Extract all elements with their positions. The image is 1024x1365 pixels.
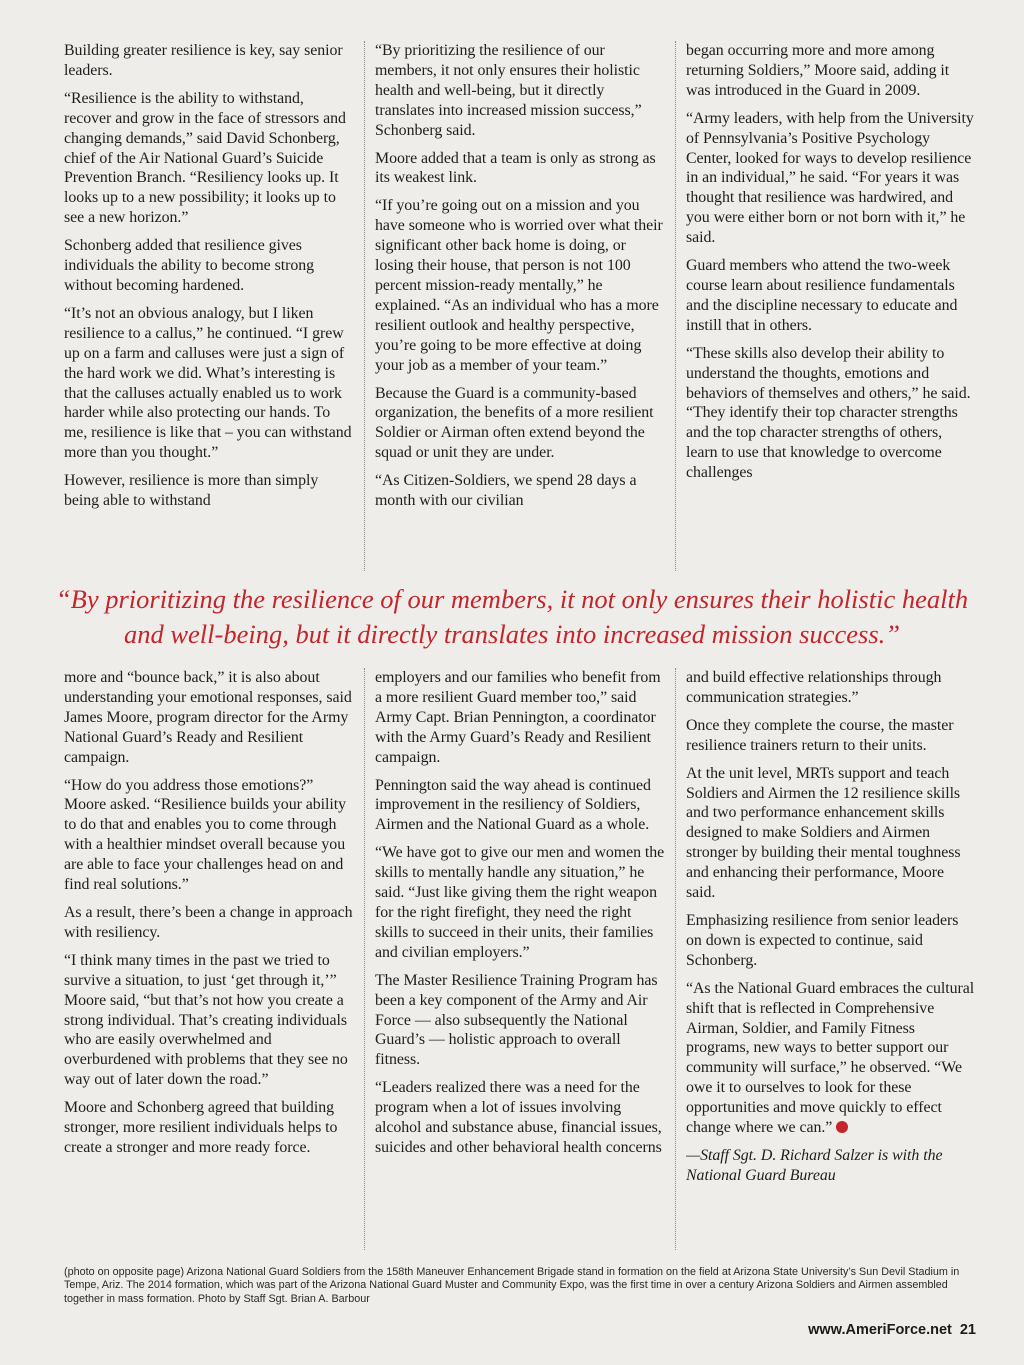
article-column xyxy=(375,41,665,571)
column-divider xyxy=(675,41,676,571)
paragraph: employers and our families who benefit from a more resilient Guard member too,” said Army Capt. Brian Pennington, a coordinator with the Army Guard’s Ready and Resilient campaign. xyxy=(375,669,661,766)
article-column xyxy=(686,668,976,1250)
bottom-columns xyxy=(64,668,976,1250)
paragraph: and build effective relationships through communication strategies.” xyxy=(686,669,942,706)
paragraph: “How do you address those emotions?” Moore asked. “Resilience builds your ability to do that and enables you to come through with a healthier mindset overall because you are able to face your challenges head on and find real solutions.” xyxy=(64,776,347,894)
paragraph: “By prioritizing the resilience of our members, it not only ensures their holistic health and well-being, but it directly translates into increased mission success,” Schonberg said. xyxy=(375,42,642,139)
paragraph: Building greater resilience is key, say senior leaders. xyxy=(64,42,343,79)
paragraph: Pennington said the way ahead is continued improvement in the resiliency of Soldiers, Airmen and the National Guard as a whole. xyxy=(375,776,651,834)
paragraph: began occurring more and more among returning Soldiers,” Moore said, adding it was introduced in the Guard in 2009. xyxy=(686,42,950,99)
column-divider xyxy=(675,668,676,1250)
paragraph: more and “bounce back,” it is also about understanding your emotional responses, said James Moore, program director for the Army National Guard’s Ready and Resilient campaign. xyxy=(64,669,352,766)
paragraph: The Master Resilience Training Program has been a key component of the Army and Air Force — also subsequently the National Guard’s — holistic approach to overall fitness. xyxy=(375,971,658,1069)
paragraph: “These skills also develop their ability to understand the thoughts, emotions and behaviors of themselves and others,” he said. “They identify their top character strengths and the top character strengths of others, learn to use that knowledge to overcome challenges xyxy=(686,344,971,482)
page-number: 21 xyxy=(959,1322,976,1338)
website-url: www.AmeriForce.net xyxy=(808,1322,952,1338)
paragraph: Once they complete the course, the master resilience trainers return to their units. xyxy=(686,716,954,754)
paragraph: “We have got to give our men and women the skills to mentally handle any situation,” he said. “Just like giving them the right weapon for the right firefight, they need the right skills to succeed in their units, their families and civilian employers.” xyxy=(375,844,665,961)
paragraph: Moore and Schonberg agreed that building stronger, more resilient individuals helps to create a stronger and more ready force. xyxy=(64,1099,338,1156)
closing-text: “As the National Guard embraces the cultural shift that is reflected in Comprehensive Airman, Soldier, and Family Fitness programs, new ways to better support our community will surface,” he observed. “We owe it to ourselves to look for these opportunities and move quickly to effect change where we can.” xyxy=(686,979,975,1137)
paragraph: “Army leaders, with help from the University of Pennsylvania’s Positive Psychology Center, looked for ways to develop resilience in an individual,” he said. “For years it was thought that resilience was hardwired, and you were either born or not born with it,” he said. xyxy=(686,109,974,247)
paragraph: “Resilience is the ability to withstand, recover and grow in the face of stressors and changing demands,” said David Schonberg, chief of the Air National Guard’s Suicide Prevention Branch. “Resiliency looks up. It looks up to a new possibility; it looks up to see a new horizon.” xyxy=(64,89,346,227)
paragraph: “I think many times in the past we tried to survive a situation, to just ‘get through it,’” Moore said, “but that’s not how you create a strong individual. That’s creating individuals who are easily overwhelmed and overburdened with problems that they see no way out of later down the road.” xyxy=(64,951,348,1089)
page-footer xyxy=(808,1322,976,1338)
paragraph: Moore added that a team is only as strong as its weakest link. xyxy=(375,149,656,187)
column-divider xyxy=(364,41,365,571)
closing-paragraph xyxy=(686,979,976,1138)
column-divider xyxy=(364,668,365,1250)
article-column xyxy=(64,668,354,1250)
top-columns xyxy=(64,41,976,571)
article-column xyxy=(375,668,665,1250)
paragraph: “As Citizen-Soldiers, we spend 28 days a month with our civilian xyxy=(375,472,637,510)
paragraph: As a result, there’s been a change in approach with resiliency. xyxy=(64,903,353,941)
pull-quote: “By prioritizing the resilience of our members, it not only ensures their holistic health and well-being, but it directly translates into increased mission success.” xyxy=(55,584,969,649)
article-column xyxy=(686,41,976,571)
paragraph: “If you’re going out on a mission and you have someone who is worried over what their significant other back home is doing, or losing their house, that person is not 100 percent mission-ready mentally,” he explained. “As an individual who has a more resilient outlook and healthy perspective, you’re going to be more effective at doing your job as a member of your team.” xyxy=(375,197,663,374)
article-column xyxy=(64,41,354,571)
paragraph: Guard members who attend the two-week course learn about resilience fundamentals and the discipline necessary to educate and instill that in others. xyxy=(686,257,958,334)
paragraph: However, resilience is more than simply being able to withstand xyxy=(64,472,319,510)
paragraph: “Leaders realized there was a need for the program when a lot of issues involving alcohol and substance abuse, financial issues, suicides and other behavioral health concerns xyxy=(375,1079,662,1156)
end-mark-icon xyxy=(836,1121,848,1133)
paragraph: Emphasizing resilience from senior leaders on down is expected to continue, said Schonberg. xyxy=(686,911,959,969)
paragraph: At the unit level, MRTs support and teach Soldiers and Airmen the 12 resilience skills and two performance enhancement skills designed to make Soldiers and Airmen stronger by building their mental toughness and enhancing their performance, Moore said. xyxy=(686,764,961,902)
byline: —Staff Sgt. D. Richard Salzer is with the National Guard Bureau xyxy=(686,1146,943,1184)
paragraph: “It’s not an obvious analogy, but I liken resilience to a callus,” he continued. “I grew up on a farm and calluses were just a sign of the hard work we did. What’s interesting is that the calluses actually enabled us to work harder while also protecting our hands. To me, resilience is like that – you can withstand more than you thought.” xyxy=(64,304,352,462)
paragraph: Because the Guard is a community-based organization, the benefits of a more resilient Soldier or Airman often extend beyond the squad or unit they are under. xyxy=(375,384,654,462)
photo-caption: (photo on opposite page) Arizona National Guard Soldiers from the 158th Maneuver Enhancement Brigade stand in formation on the field at Arizona State University’s Sun Devil Stadium in Tempe, Ariz. The 2014 formation, which was part of the Arizona National Guard Muster and Community Expo, was the first time in over a century Arizona Soldiers and Airmen assembled together in mass formation. Photo by Staff Sgt. Brian A. Barbour xyxy=(64,1266,960,1305)
paragraph: Schonberg added that resilience gives individuals the ability to become strong without becoming hardened. xyxy=(64,237,315,294)
